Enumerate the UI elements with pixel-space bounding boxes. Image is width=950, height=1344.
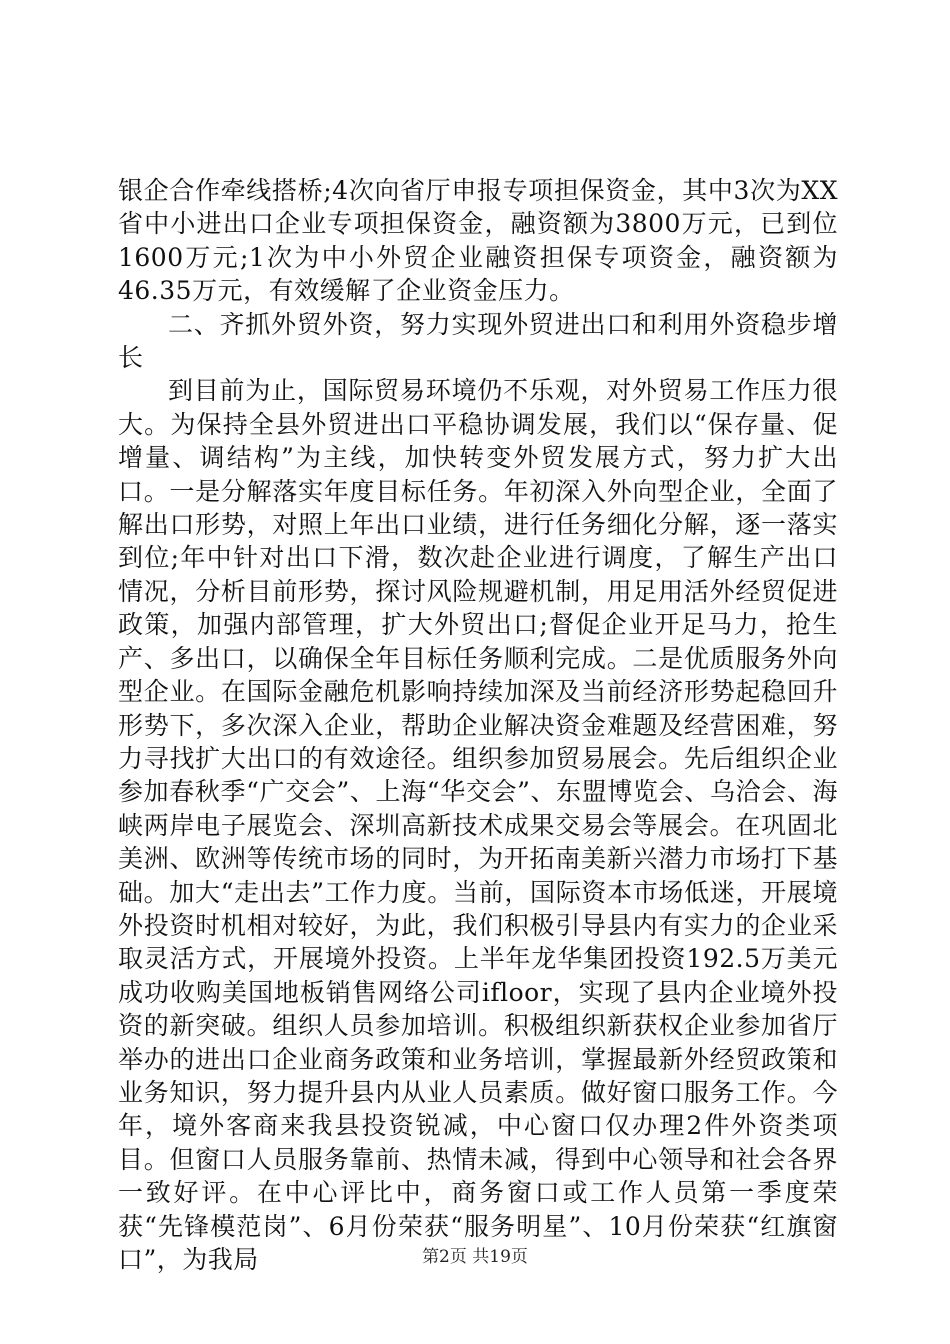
paragraph-2-heading: 二、齐抓外贸外资，努力实现外贸进出口和利用外资稳步增长	[118, 309, 838, 373]
page-footer: 第2页 共19页	[422, 1247, 528, 1267]
document-body	[118, 174, 838, 1276]
paragraph-1: 银企合作牵线搭桥;4次向省厅申报专项担保资金，其中3次为XX省中小进出口企业专项担保资金，融资额为3800万元，已到位1600万元;1次为中小外贸企业融资担保专项资金，融资额为46.35万元，有效缓解了企业资金压力。	[118, 176, 838, 306]
paragraph-3: 到目前为止，国际贸易环境仍不乐观，对外贸易工作压力很大。为保持全县外贸进出口平稳协调发展，我们以“保存量、促增量、调结构”为主线，加快转变外贸发展方式，努力扩大出口。一是分解落实年度目标任务。年初深入外向型企业，全面了解出口形势，对照上年出口业绩，进行任务细化分解，逐一落实到位;年中针对出口下滑，数次赴企业进行调度，了解生产出口情况，分析目前形势，探讨风险规避机制，用足用活外经贸促进政策，加强内部管理，扩大外贸出口;督促企业开足马力，抢生产、多出口，以确保全年目标任务顺利完成。二是优质服务外向型企业。在国际金融危机影响持续加深及当前经济形势起稳回升形势下，多次深入企业，帮助企业解决资金难题及经营困难，努力寻找扩大出口的有效途径。组织参加贸易展会。先后组织企业参加春秋季“广交会”、上海“华交会”、东盟博览会、乌洽会、海峡两岸电子展览会、深圳高新技术成果交易会等展会。在巩固北美洲、欧洲等传统市场的同时，为开拓南美新兴潜力市场打下基础。加大“走出去”工作力度。当前，国际资本市场低迷，开展境外投资时机相对较好，为此，我们积极引导县内有实力的企业采取灵活方式，开展境外投资。上半年龙华集团投资192.5万美元成功收购美国地板销售网络公司ifloor，实现了县内企业境外投资的新突破。组织人员参加培训。积极组织新获权企业参加省厅举办的进出口企业商务政策和业务培训，掌握最新外经贸政策和业务知识，努力提升县内从业人员素质。做好窗口服务工作。今年，境外客商来我县投资锐减，中心窗口仅办理2件外资类项目。但窗口人员服务靠前、热情未减，得到中心领导和社会各界一致好评。在中心评比中，商务窗口或工作人员第一季度荣获“先锋模范岗”、6月份荣获“服务明星”、10月份荣获“红旗窗口”，为我局	[118, 376, 838, 1274]
